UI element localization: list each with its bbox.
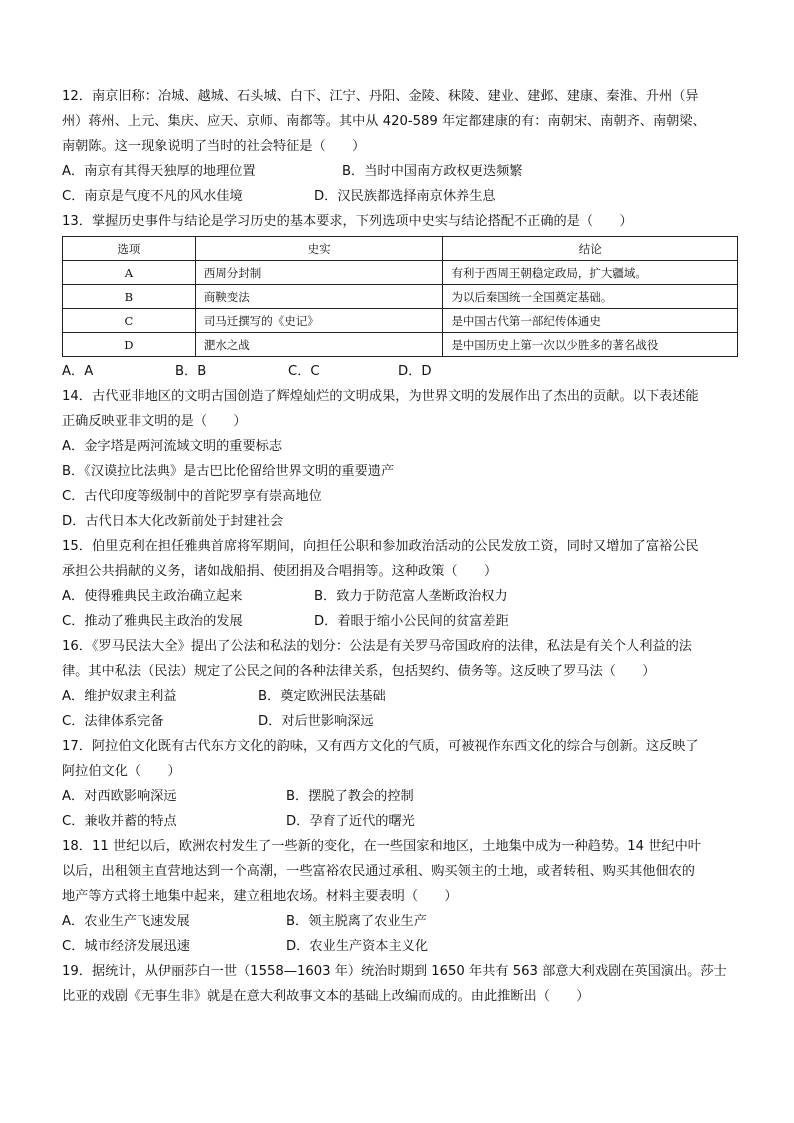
option-c[interactable]: C．城市经济发展迅速 [62,939,190,954]
question-stem-line: 承担公共捐献的义务，诸如战船捐、使团捐及合唱捐等。这种政策（ ） [62,564,498,579]
option-c[interactable]: C．法律体系完备 [62,714,164,729]
table-row [63,285,738,309]
option-d[interactable]: D．孕育了近代的曙光 [286,814,415,829]
option-c[interactable]: C．古代印度等级制中的首陀罗享有崇高地位 [62,489,322,504]
option-row [62,359,738,384]
table-cell-conclusion: 是中国历史上第一次以少胜多的著名战役 [443,333,738,357]
table-cell-fact: 西周分封制 [195,261,443,285]
option-row [62,784,738,809]
question-stem-line: 以后，出租领主直营地达到一个高潮，一些富裕农民通过承租、购买领主的土地，或者转租、购买其他佃农的 [62,864,695,879]
option-row [62,609,738,634]
option-a[interactable]: A．农业生产飞速发展 [62,914,190,929]
option-a[interactable]: A．南京有其得天独厚的地理位置 [62,164,256,179]
question-17 [62,734,738,834]
question-stem-line: 18．11 世纪以后，欧洲农村发生了一些新的变化，在一些国家和地区，土地集中成为一种趋势。14 世纪中叶 [62,839,701,854]
option-b[interactable]: B．《汉谟拉比法典》是古巴比伦留给世界文明的重要遗产 [62,464,395,479]
option-row [62,809,738,834]
question-18 [62,834,738,959]
question-stem-line: 律。其中私法（民法）规定了公民之间的各种法律关系，包括契约、债务等。这反映了罗马法（ ） [62,664,656,679]
table-cell-option: D [63,333,196,357]
table-row [63,261,738,285]
question-13 [62,209,738,384]
option-row [62,184,738,209]
option-d[interactable]: D．汉民族都选择南京休养生息 [314,189,496,204]
question-stem-line: 州）蒋州、上元、集庆、应天、京师、南都等。其中从 420-589 年定都建康的有：南朝宋、南朝齐、南朝梁、 [62,114,706,129]
column-header: 选项 [63,237,196,261]
table-cell-option: C [63,309,196,333]
question-stem-line: 南朝陈。这一现象说明了当时的社会特征是（ ） [62,139,366,154]
question-stem-line: 14．古代亚非地区的文明古国创造了辉煌灿烂的文明成果，为世界文明的发展作出了杰出的贡献。以下表述能 [62,389,699,404]
option-row [62,159,738,184]
option-d[interactable]: D．D [398,364,432,379]
option-b[interactable]: B．领主脱离了农业生产 [286,914,427,929]
question-stem-line: 比亚的戏剧《无事生非》就是在意大利故事文本的基础上改编而成的。由此推断出（ ） [62,989,590,1004]
option-d[interactable]: D．农业生产资本主义化 [286,939,429,954]
table-cell-conclusion: 有利于西周王朝稳定政局，扩大疆域。 [443,261,738,285]
table-row [63,309,738,333]
table-cell-fact: 司马迁撰写的《史记》 [195,309,443,333]
option-row [62,584,738,609]
question-16 [62,634,738,734]
option-row [62,684,738,709]
table-cell-option: A [63,261,196,285]
question-stem-line: 19．据统计，从伊丽莎白一世（1558—1603 年）统治时期到 1650 年共有 563 部意大利戏剧在英国演出。莎士 [62,964,727,979]
question-stem-line: 12．南京旧称：冶城、越城、石头城、白下、江宁、丹阳、金陵、秣陵、建业、建邺、建康、秦淮、升州（异 [62,89,699,104]
option-d[interactable]: D．着眼于缩小公民间的贫富差距 [314,614,509,629]
option-c[interactable]: C．C [288,364,320,379]
option-a[interactable]: A．维护奴隶主利益 [62,689,177,704]
question-stem-line: 阿拉伯文化（ ） [62,764,181,779]
option-b[interactable]: B．B [175,364,207,379]
option-a[interactable]: A．使得雅典民主政治确立起来 [62,589,243,604]
option-b[interactable]: B．致力于防范富人垄断政治权力 [314,589,508,604]
option-b[interactable]: B．奠定欧洲民法基础 [258,689,386,704]
question-stem-line: 正确反映亚非文明的是（ ） [62,414,247,429]
column-header: 结论 [443,237,738,261]
question-stem-line: 13．掌握历史事件与结论是学习历史的基本要求，下列选项中史实与结论搭配不正确的是（ ） [62,214,633,229]
question-stem-line: 15．伯里克利在担任雅典首席将军期间，向担任公职和参加政治活动的公民发放工资，同时又增加了富裕公民 [62,539,699,554]
option-a[interactable]: A．金字塔是两河流域文明的重要标志 [62,439,283,454]
option-b[interactable]: B．当时中国南方政权更迭频繁 [342,164,523,179]
option-a[interactable]: A．对西欧影响深远 [62,789,177,804]
option-row [62,909,738,934]
option-a[interactable]: A．A [62,364,94,379]
table-cell-fact: 商鞅变法 [195,285,443,309]
question-14 [62,384,738,534]
table-row [63,333,738,357]
option-row [62,934,738,959]
option-row [62,709,738,734]
option-c[interactable]: C．推动了雅典民主政治的发展 [62,614,243,629]
table-cell-conclusion: 是中国古代第一部纪传体通史 [443,309,738,333]
question-stem-line: 17．阿拉伯文化既有古代东方文化的韵味，又有西方文化的气质，可被视作东西文化的综合与创新。这反映了 [62,739,699,754]
option-c[interactable]: C．兼收并蓄的特点 [62,814,177,829]
column-header: 史实 [195,237,443,261]
question-19 [62,959,738,1009]
exam-page [62,84,738,1009]
table-cell-conclusion: 为以后秦国统一全国奠定基础。 [443,285,738,309]
option-d[interactable]: D．对后世影响深远 [258,714,374,729]
option-d[interactable]: D．古代日本大化改新前处于封建社会 [62,514,284,529]
table-cell-option: B [63,285,196,309]
table-header-row [63,237,738,261]
table-cell-fact: 淝水之战 [195,333,443,357]
question-stem-line: 16．《罗马民法大全》提出了公法和私法的划分：公法是有关罗马帝国政府的法律，私法是有关个人利益的法 [62,639,692,654]
q13-table [62,236,738,357]
question-stem-line: 地产等方式将土地集中起来，建立租地农场。材料主要表明（ ） [62,889,458,904]
option-c[interactable]: C．南京是气度不凡的风水佳境 [62,189,243,204]
question-12 [62,84,738,209]
question-15 [62,534,738,634]
option-b[interactable]: B．摆脱了教会的控制 [286,789,414,804]
